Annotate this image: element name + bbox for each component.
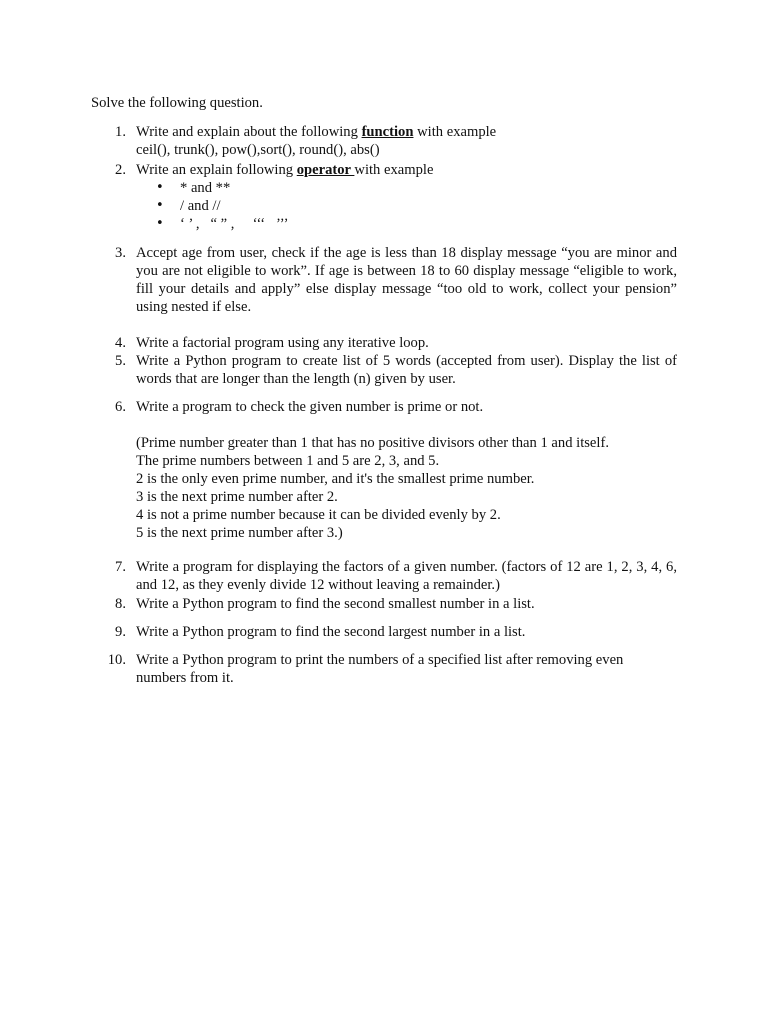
keyword-function: function <box>361 124 414 140</box>
question-number: 5. <box>115 353 126 369</box>
question-7 <box>91 558 677 594</box>
list-item: • / and // <box>156 198 221 214</box>
question-2 <box>91 161 677 233</box>
question-text: Write a Python program to create list of 5 words (accepted from user). Display the list of words that are longer than the length (n) given by user. <box>136 353 677 387</box>
question-number: 3. <box>115 245 126 261</box>
question-text: Write a Python program to find the second smallest number in a list. <box>136 596 535 612</box>
instruction-text: Solve the following question. <box>91 95 263 111</box>
question-number: 6. <box>115 399 126 415</box>
question-6 <box>91 398 677 542</box>
question-text: Write a program for displaying the factors of a given number. (factors of 12 are 1, 2, 3, 4, 6, and 12, as they evenly divide 12 without leaving a remainder.) <box>136 559 677 593</box>
keyword-operator: operator <box>296 162 355 178</box>
question-9 <box>91 623 677 641</box>
prime-note <box>136 434 677 542</box>
note-line: The prime numbers between 1 and 5 are 2, 3, and 5. <box>136 453 440 469</box>
question-number: 1. <box>115 124 126 140</box>
bullet-icon: • <box>156 198 164 213</box>
question-text: Write a program to check the given number is prime or not. <box>136 399 484 415</box>
question-text: Write an explain following operator with example <box>136 162 434 178</box>
bullet-icon: • <box>156 216 164 231</box>
function-list: ceil(), trunk(), pow(),sort(), round(), abs() <box>136 142 380 158</box>
list-item: • ‘ ’ , “ ” , ‘‘‘ ’’’ <box>156 216 289 232</box>
question-5 <box>91 352 677 388</box>
question-3 <box>91 244 677 316</box>
question-text: Write a Python program to print the numbers of a specified list after removing even numbers from it. <box>136 652 624 686</box>
question-1 <box>91 123 677 159</box>
question-10 <box>91 651 677 687</box>
question-number: 10. <box>107 652 126 668</box>
question-number: 8. <box>115 596 126 612</box>
question-number: 7. <box>115 559 126 575</box>
question-text: Write and explain about the following function with example <box>136 124 497 140</box>
question-number: 4. <box>115 335 126 351</box>
question-8 <box>91 595 677 613</box>
note-line: (Prime number greater than 1 that has no positive divisors other than 1 and itself. <box>136 435 609 451</box>
list-item: • * and ** <box>156 180 231 196</box>
question-text: Write a factorial program using any iterative loop. <box>136 335 429 351</box>
note-line: 2 is the only even prime number, and it's the smallest prime number. <box>136 471 535 487</box>
operator-list <box>136 179 677 233</box>
note-line: 3 is the next prime number after 2. <box>136 489 338 505</box>
question-text: Write a Python program to find the second largest number in a list. <box>136 624 526 640</box>
question-number: 9. <box>115 624 126 640</box>
bullet-icon: • <box>156 180 164 195</box>
question-text: Accept age from user, check if the age is less than 18 display message “you are minor and you are not eligible to work”. If age is between 18 to 60 display message “eligible to work, fill your details and apply” else display message “too old to work, collect your pension” using nested if else. <box>136 245 677 315</box>
question-number: 2. <box>115 162 126 178</box>
note-line: 4 is not a prime number because it can be divided evenly by 2. <box>136 507 501 523</box>
question-4 <box>91 334 677 352</box>
note-line: 5 is the next prime number after 3.) <box>136 525 343 541</box>
